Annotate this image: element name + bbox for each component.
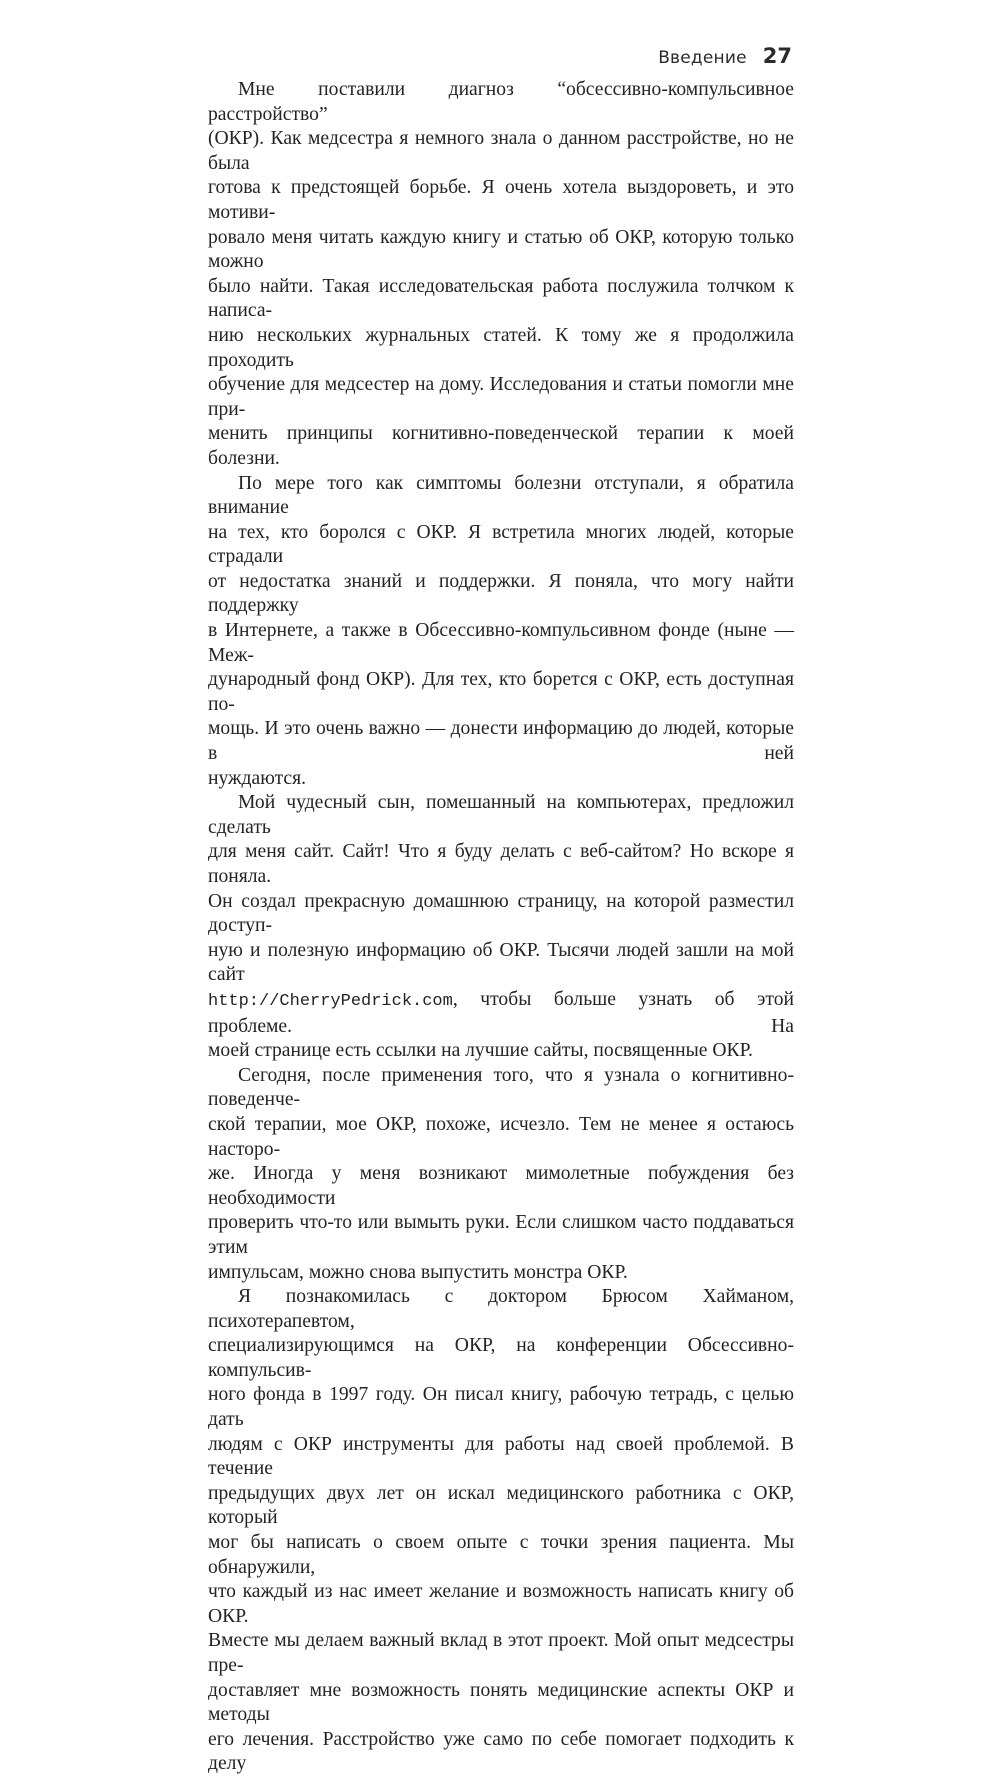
text-line: на тех, кто боролся с ОКР. Я встретила многих людей, которые страдали <box>208 521 794 568</box>
text-line: моей странице есть ссылки на лучшие сайты, посвященные ОКР. <box>208 1040 753 1062</box>
text-line: что каждый из нас имеет желание и возможность написать книгу об ОКР. <box>208 1581 794 1627</box>
text-line: доставляет мне возможность понять медицинские аспекты ОКР и методы <box>208 1679 794 1726</box>
text-line: специализирующимся на ОКР, на конференции Обсессивно-компульсив- <box>208 1335 794 1381</box>
page-number: 27 <box>762 44 792 68</box>
text-line: Мне поставили диагноз “обсессивно-компульсивное расстройство” <box>208 79 794 125</box>
text-line: же. Иногда у меня возникают мимолетные побуждения без необходимости <box>208 1163 794 1209</box>
text-line: дународный фонд ОКР). Для тех, кто борется с ОКР, есть доступная по- <box>208 669 794 715</box>
text-line: Я познакомилась с доктором Брюсом Хайманом, психотерапевтом, <box>208 1286 794 1332</box>
text-line: нуждаются. <box>208 767 307 789</box>
running-head <box>658 44 792 68</box>
text-line: ную и полезную информацию об ОКР. Тысячи людей зашли на мой сайт <box>208 939 794 986</box>
paragraph <box>208 1285 794 1777</box>
url-line-rest: , чтобы больше узнать об этой проблеме. На <box>208 988 794 1037</box>
text-line: от недостатка знаний и поддержки. Я поняла, что могу найти поддержку <box>208 570 794 617</box>
text-line: ровало меня читать каждую книгу и статью об ОКР, которую только можно <box>208 226 794 273</box>
text-line: для меня сайт. Сайт! Что я буду делать с веб-сайтом? Но вскоре я поняла. <box>208 841 794 887</box>
text-line: проверить что-то или вымыть руки. Если слишком часто поддаваться этим <box>208 1212 794 1258</box>
text-line: мощь. И это очень важно — донести информацию до людей, которые в ней <box>208 718 794 765</box>
text-line: (ОКР). Как медсестра я немного знала о данном расстройстве, но не была <box>208 128 794 174</box>
text-line: Сегодня, после применения того, что я узнала о когнитивно-поведенче- <box>208 1064 794 1111</box>
text-line: обучение для медсестер на дому. Исследования и статьи помогли мне при- <box>208 374 794 420</box>
text-line: По мере того как симптомы болезни отступали, я обратила внимание <box>208 472 794 519</box>
text-line: мог бы написать о своем опыте с точки зрения пациента. Мы обнаружили, <box>208 1532 794 1578</box>
text-line: Он создал прекрасную домашнюю страницу, на которой разместил доступ- <box>208 890 794 937</box>
text-line: Мой чудесный сын, помешанный на компьютерах, предложил сделать <box>208 792 794 838</box>
text-line: в Интернете, а также в Обсессивно-компульсивном фонде (ныне — Меж- <box>208 620 794 666</box>
paragraph <box>208 1064 794 1285</box>
body-text <box>208 78 794 1777</box>
text-line: нию нескольких журнальных статей. К тому же я продолжила проходить <box>208 324 794 371</box>
text-line: импульсам, можно снова выпустить монстра ОКР. <box>208 1261 628 1283</box>
text-line: менить принципы когнитивно-поведенческой терапии к моей болезни. <box>208 423 794 469</box>
text-line: готова к предстоящей борьбе. Я очень хотела выздороветь, и это мотиви- <box>208 177 794 223</box>
paragraph <box>208 472 794 792</box>
website-url[interactable]: http://CherryPedrick.com <box>208 991 453 1011</box>
text-line: было найти. Такая исследовательская работа послужила толчком к написа- <box>208 275 794 322</box>
text-line: людям с ОКР инструменты для работы над своей проблемой. В течение <box>208 1433 794 1480</box>
text-line: его лечения. Расстройство уже само по себе помогает подходить к делу <box>208 1728 794 1775</box>
text-line: ного фонда в 1997 году. Он писал книгу, рабочую тетрадь, с целью дать <box>208 1384 794 1431</box>
paragraph <box>208 78 794 472</box>
text-line-with-url <box>208 988 794 1039</box>
section-title: Введение <box>658 48 747 68</box>
paragraph <box>208 791 794 1064</box>
text-line: ской терапии, мое ОКР, похоже, исчезло. Тем не менее я остаюсь насторо- <box>208 1113 794 1160</box>
text-line: Вместе мы делаем важный вклад в этот проект. Мой опыт медсестры пре- <box>208 1630 794 1676</box>
text-line: предыдущих двух лет он искал медицинского работника с ОКР, который <box>208 1482 794 1529</box>
